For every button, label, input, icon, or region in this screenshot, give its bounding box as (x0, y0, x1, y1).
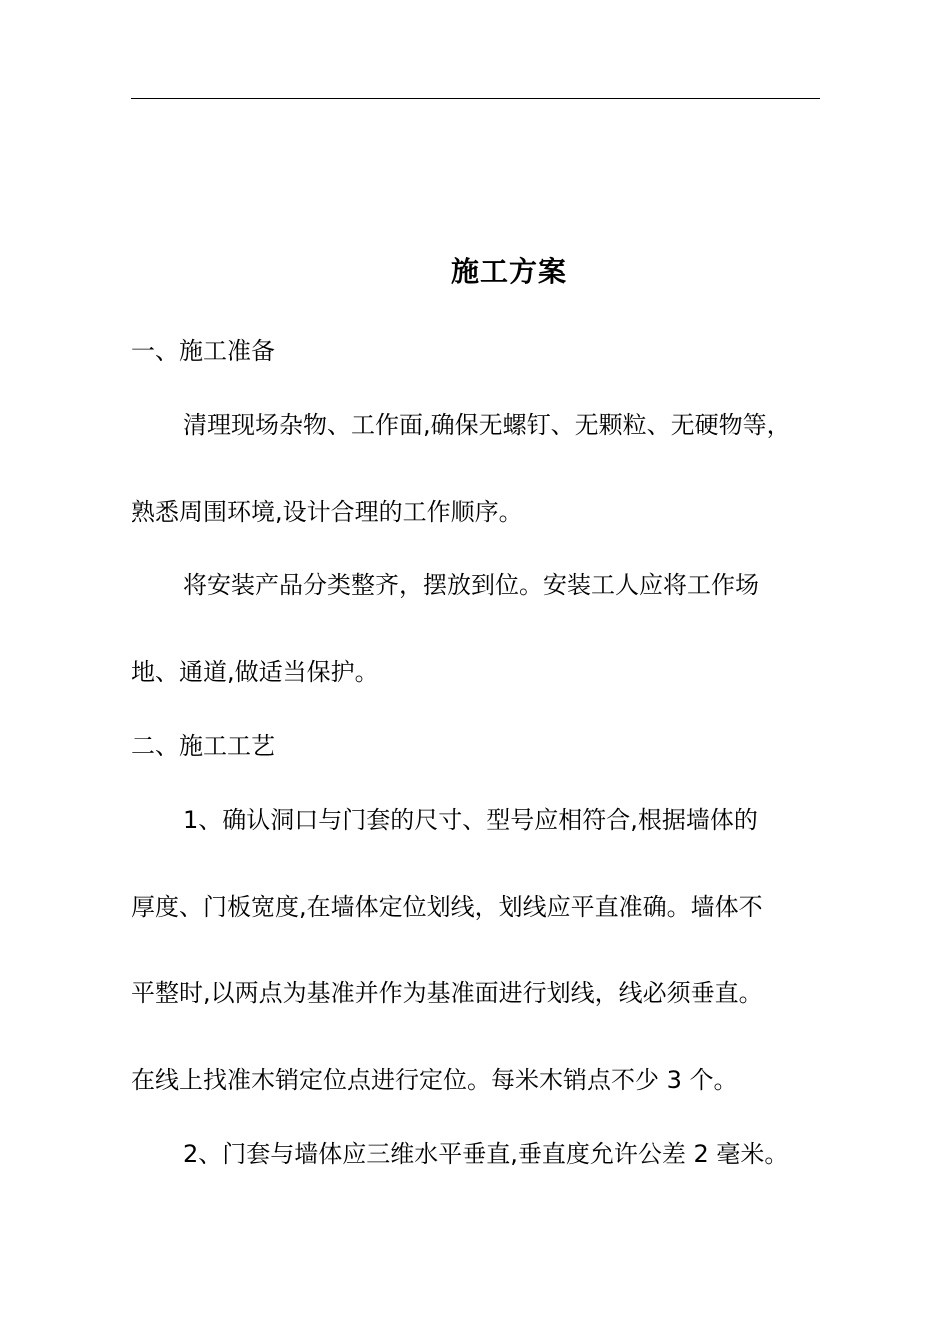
header-rule (131, 98, 820, 99)
section-heading-process: 二、施工工艺 (131, 732, 275, 760)
paragraph-line: 平整时,以两点为基准并作为基准面进行划线，线必须垂直。 (131, 979, 763, 1007)
paragraph-line: 清理现场杂物、工作面,确保无螺钉、无颗粒、无硬物等， (183, 411, 791, 439)
section-heading-preparation: 一、施工准备 (131, 337, 275, 365)
paragraph-line: 2、门套与墙体应三维水平垂直,垂直度允许公差 2 毫米。 (183, 1140, 789, 1168)
paragraph-line: 熟悉周围环境,设计合理的工作顺序。 (131, 498, 523, 526)
paragraph-line: 地、通道,做适当保护。 (131, 658, 379, 686)
paragraph-line: 厚度、门板宽度,在墙体定位划线，划线应平直准确。墙体不 (131, 893, 763, 921)
document-title: 施工方案 (450, 255, 567, 288)
paragraph-line: 1、确认洞口与门套的尺寸、型号应相符合,根据墙体的 (183, 806, 758, 834)
paragraph-line: 将安装产品分类整齐，摆放到位。安装工人应将工作场 (183, 571, 759, 599)
paragraph-line: 在线上找准木销定位点进行定位。每米木销点不少 3 个。 (131, 1066, 738, 1094)
